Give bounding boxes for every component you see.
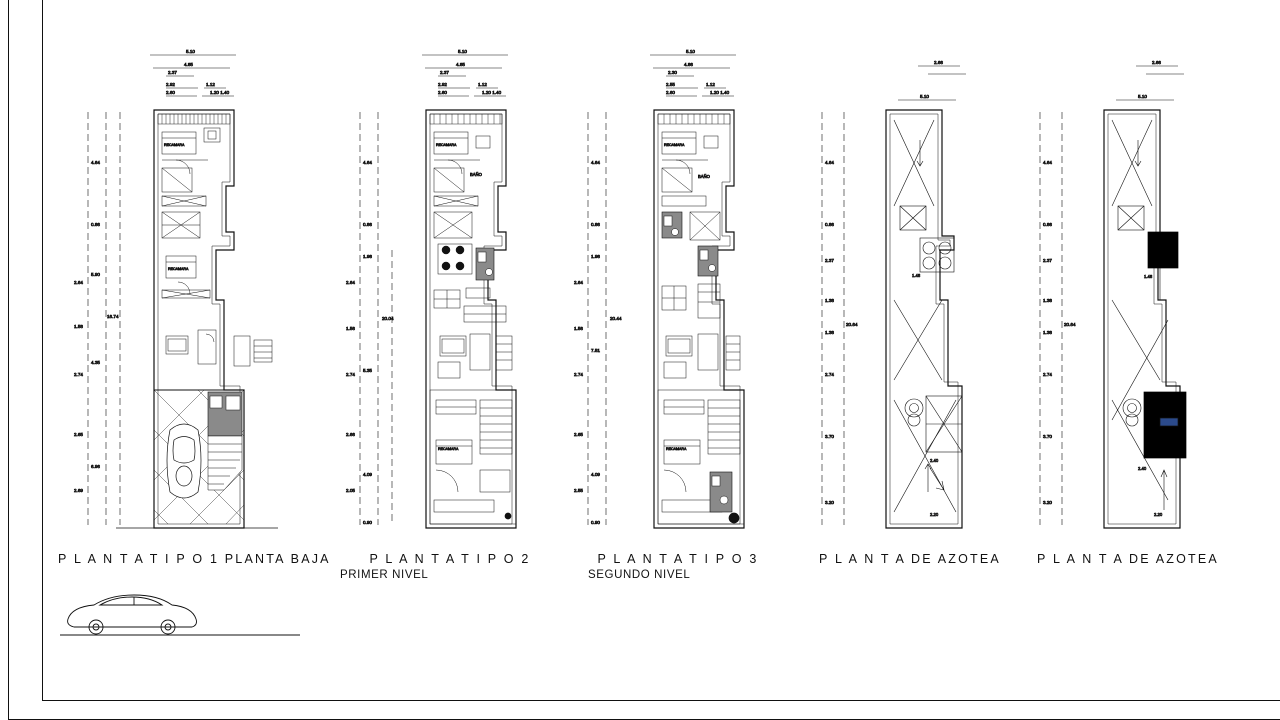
car-side-elevation <box>60 585 300 650</box>
svg-text:7.51: 7.51 <box>591 348 600 353</box>
svg-text:2.37: 2.37 <box>440 70 449 75</box>
svg-text:0.86: 0.86 <box>591 222 600 227</box>
svg-text:2.74: 2.74 <box>1043 372 1052 377</box>
svg-text:2.65: 2.65 <box>74 432 83 437</box>
svg-text:2.40: 2.40 <box>1138 466 1147 471</box>
svg-text:2.74: 2.74 <box>346 372 355 377</box>
svg-text:2.69: 2.69 <box>74 488 83 493</box>
svg-text:2.66: 2.66 <box>934 60 943 65</box>
svg-text:1.12: 1.12 <box>706 82 715 87</box>
svg-text:1.20 1.40: 1.20 1.40 <box>210 90 230 95</box>
svg-text:1.20 1.40: 1.20 1.40 <box>710 90 730 95</box>
svg-text:16.74: 16.74 <box>107 314 119 319</box>
svg-text:2.74: 2.74 <box>825 372 834 377</box>
svg-text:2.92: 2.92 <box>438 82 447 87</box>
svg-text:4.35: 4.35 <box>91 360 100 365</box>
svg-text:2.92: 2.92 <box>166 82 175 87</box>
svg-text:4.85: 4.85 <box>456 62 465 67</box>
svg-text:1.38: 1.38 <box>825 298 834 303</box>
svg-text:3.70: 3.70 <box>825 434 834 439</box>
plan-caption-tipo1: P L A N T A T I P O 1 PLANTA BAJA <box>58 552 331 566</box>
svg-text:2.55: 2.55 <box>574 488 583 493</box>
svg-text:4.64: 4.64 <box>825 160 834 165</box>
svg-text:1.48: 1.48 <box>1144 274 1153 279</box>
floor-plan-tipo3 <box>558 0 798 600</box>
svg-text:BAÑO: BAÑO <box>698 174 710 179</box>
svg-text:20.04: 20.04 <box>382 316 394 321</box>
svg-text:2.74: 2.74 <box>74 372 83 377</box>
roof-plan-2 <box>1008 0 1248 600</box>
svg-text:4.64: 4.64 <box>1043 160 1052 165</box>
floor-plan-tipo1 <box>58 0 331 600</box>
svg-text:5.10: 5.10 <box>458 49 467 54</box>
svg-text:RECAMARA: RECAMARA <box>664 143 685 147</box>
svg-text:4.09: 4.09 <box>363 472 372 477</box>
svg-text:5.10: 5.10 <box>1138 94 1147 99</box>
svg-text:2.37: 2.37 <box>1043 258 1052 263</box>
plan-subcaption-tipo2: PRIMER NIVEL <box>340 569 429 581</box>
floor-plan-tipo1-drawing <box>58 0 298 545</box>
svg-text:2.66: 2.66 <box>346 432 355 437</box>
svg-text:2.30: 2.30 <box>668 70 677 75</box>
svg-text:2.64: 2.64 <box>574 280 583 285</box>
svg-text:2.64: 2.64 <box>74 280 83 285</box>
svg-text:2.55: 2.55 <box>666 82 675 87</box>
svg-text:4.64: 4.64 <box>363 160 372 165</box>
svg-text:1.56: 1.56 <box>574 326 583 331</box>
svg-text:6.96: 6.96 <box>91 464 100 469</box>
svg-text:2.60: 2.60 <box>166 90 175 95</box>
svg-text:0.86: 0.86 <box>1043 222 1052 227</box>
plan-caption-azotea-1: P L A N T A DE AZOTEA <box>819 552 1001 566</box>
svg-text:1.48: 1.48 <box>912 273 921 278</box>
svg-text:1.56: 1.56 <box>346 326 355 331</box>
svg-text:2.60: 2.60 <box>438 90 447 95</box>
svg-text:5.35: 5.35 <box>363 368 372 373</box>
svg-text:1.38: 1.38 <box>825 330 834 335</box>
svg-text:BAÑO: BAÑO <box>470 172 482 177</box>
svg-text:20.64: 20.64 <box>1064 322 1076 327</box>
sheet-border-inner-bottom <box>42 700 1280 701</box>
svg-text:4.64: 4.64 <box>591 160 600 165</box>
floor-plan-tipo2 <box>330 0 570 600</box>
svg-text:20.64: 20.64 <box>846 322 858 327</box>
svg-text:3.20: 3.20 <box>1043 500 1052 505</box>
svg-text:0.90: 0.90 <box>363 520 372 525</box>
svg-text:4.09: 4.09 <box>591 472 600 477</box>
svg-text:1.12: 1.12 <box>478 82 487 87</box>
svg-text:5.10: 5.10 <box>186 49 195 54</box>
svg-text:4.64: 4.64 <box>91 160 100 165</box>
svg-text:4.86: 4.86 <box>684 62 693 67</box>
svg-text:RECAMARA: RECAMARA <box>168 267 189 271</box>
svg-text:RECAMARA: RECAMARA <box>436 143 457 147</box>
svg-text:2.20: 2.20 <box>930 512 939 517</box>
svg-text:1.12: 1.12 <box>206 82 215 87</box>
svg-text:1.38: 1.38 <box>1043 298 1052 303</box>
plan-subcaption-tipo3: SEGUNDO NIVEL <box>588 569 691 581</box>
svg-text:0.86: 0.86 <box>825 222 834 227</box>
floor-plan-tipo2-drawing <box>330 0 570 545</box>
svg-text:1.38: 1.38 <box>1043 330 1052 335</box>
svg-text:4.85: 4.85 <box>184 62 193 67</box>
sheet-border-outer-left <box>8 0 9 720</box>
svg-text:2.74: 2.74 <box>574 372 583 377</box>
svg-text:2.05: 2.05 <box>346 488 355 493</box>
plan-caption-tipo2: P L A N T A T I P O 2 <box>369 552 531 566</box>
roof-plan-1-drawing <box>790 0 1030 545</box>
svg-text:2.65: 2.65 <box>574 432 583 437</box>
svg-text:RECAMARA: RECAMARA <box>164 143 185 147</box>
svg-text:3.70: 3.70 <box>1043 434 1052 439</box>
svg-text:5.90: 5.90 <box>91 272 100 277</box>
svg-text:2.66: 2.66 <box>1152 60 1161 65</box>
svg-text:20.44: 20.44 <box>610 316 622 321</box>
svg-text:0.86: 0.86 <box>363 222 372 227</box>
svg-text:5.10: 5.10 <box>686 49 695 54</box>
svg-text:RECAMARA: RECAMARA <box>438 447 459 451</box>
svg-text:0.90: 0.90 <box>591 520 600 525</box>
svg-text:5.10: 5.10 <box>920 94 929 99</box>
svg-text:0.86: 0.86 <box>91 222 100 227</box>
svg-text:2.40: 2.40 <box>930 458 939 463</box>
car-side-elevation-drawing <box>60 585 300 645</box>
roof-plan-1 <box>790 0 1030 600</box>
svg-text:1.98: 1.98 <box>591 254 600 259</box>
svg-text:1.98: 1.98 <box>363 254 372 259</box>
floor-plan-tipo3-drawing <box>558 0 798 545</box>
svg-text:RECAMARA: RECAMARA <box>666 447 687 451</box>
svg-text:2.37: 2.37 <box>825 258 834 263</box>
svg-text:3.20: 3.20 <box>825 500 834 505</box>
plan-caption-tipo3: P L A N T A T I P O 3 <box>597 552 759 566</box>
plan-caption-azotea-2: P L A N T A DE AZOTEA <box>1037 552 1219 566</box>
svg-text:2.20: 2.20 <box>1154 512 1163 517</box>
svg-text:2.37: 2.37 <box>168 70 177 75</box>
svg-text:2.64: 2.64 <box>346 280 355 285</box>
roof-plan-2-drawing <box>1008 0 1248 545</box>
sheet-border-inner-left <box>42 0 43 700</box>
svg-text:2.60: 2.60 <box>666 90 675 95</box>
svg-text:1.58: 1.58 <box>74 324 83 329</box>
svg-text:1.20 1.40: 1.20 1.40 <box>482 90 502 95</box>
